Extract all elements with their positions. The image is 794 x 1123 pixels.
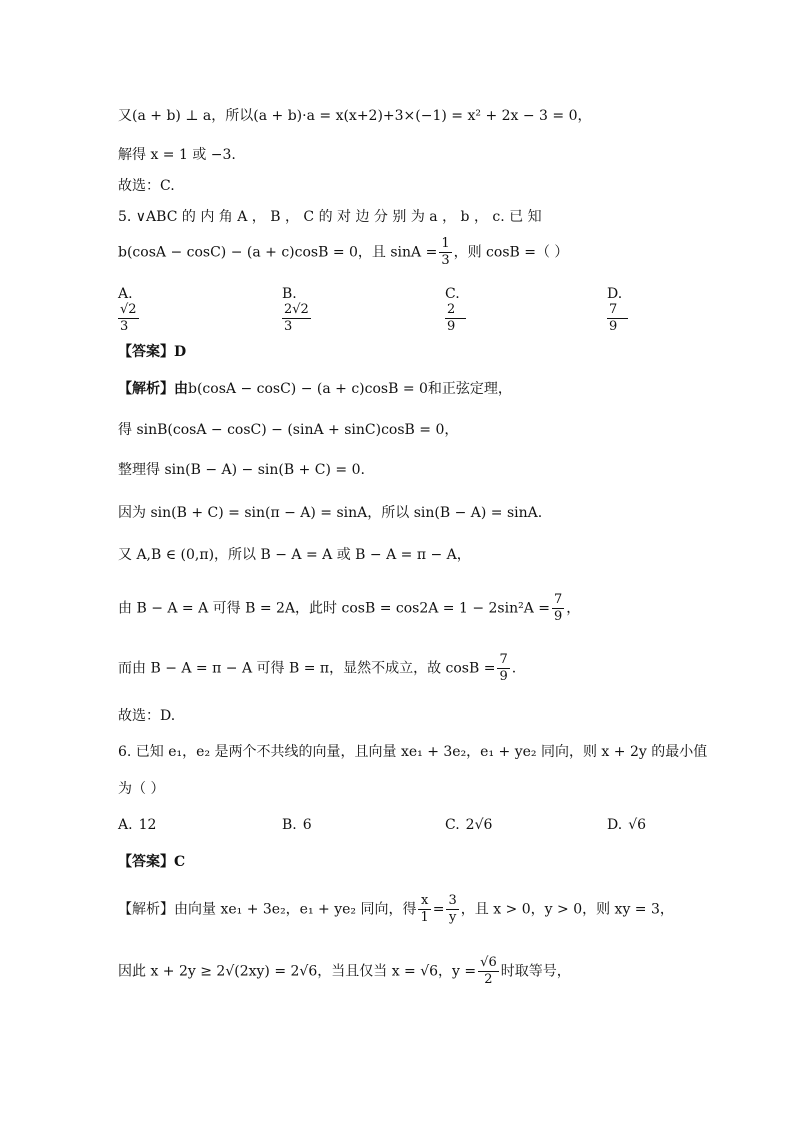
question-5-condition: b(cosA − cosC) − (a + c)cosB = 0，且 sinA = $\frac{1}{3}$ ，则 cosB =（ ） [118,236,569,268]
question-5-option-a: A. √2 3 [118,286,137,334]
solution-line-choice: 故选：C. [118,178,175,194]
solution-line-vector-perpendicular: 又(a + b) ⊥ a，所以(a + b)·a = x(x+2)+3×(−1) = x² + 2x − 3 = 0， [118,108,592,124]
question-5-option-b: B. 2√2 3 [282,286,309,334]
analysis-6-line-2: 因此 x + 2y ≥ 2√(2xy) = 2√6，当且仅当 x = √6，y = $\frac{√6}{2}$ 时取等号， [118,955,571,987]
analysis-5-line-1: 【解析】由b(cosA − cosC) − (a + c)cosB = 0和正弦定理， [118,381,512,397]
answer-5: 【答案】D [118,344,187,360]
question-6-option-d: D. √6 [607,817,647,833]
solution-line-roots: 解得 x = 1 或 −3. [118,147,236,163]
fraction-3-over-y: $\frac{3}{y}$ [448,893,457,925]
answer-6: 【答案】C [118,854,186,870]
question-6-stem-end: 为（ ） [118,781,165,797]
question-6-option-c: C. 2√6 [445,817,493,833]
analysis-5-line-7: 而由 B − A = π − A 可得 B = π，显然不成立，故 cosB = $\frac{7}{9}$ . [118,652,517,684]
question-6-stem: 6. 已知 e₁，e₂ 是两个不共线的向量，且向量 xe₁ + 3e₂，e₁ + ye₂ 同向，则 x + 2y 的最小值 [118,744,708,760]
analysis-5-line-6: 由 B − A = A 可得 B = 2A，此时 cosB = cos2A = 1 − 2sin²A = $\frac{7}{9}$ ， [118,592,581,624]
question-6-option-b: B. 6 [282,817,312,833]
analysis-5-line-4: 因为 sin(B + C) = sin(π − A) = sinA，所以 sin(B − A) = sinA. [118,505,543,521]
question-5-stem: 5. ∨ABC 的 内 角 A ， B ， C 的 对 边 分 别 为 a ， b ， c. 已 知 [118,209,542,225]
analysis-5-line-3: 整理得 sin(B − A) − sin(B + C) = 0. [118,462,365,478]
analysis-5-line-5: 又 A,B ∈ (0,π)，所以 B − A = A 或 B − A = π − A， [118,547,471,563]
fraction-sinA: $\frac{1}{3}$ [441,236,450,268]
fraction-x-over-1: $\frac{x}{1}$ [420,893,429,925]
question-5-option-d: D. 7 9 [607,286,628,335]
fraction-seven-ninths: $\frac{7}{9}$ [554,592,563,624]
analysis-5-choice: 故选：D. [118,708,176,724]
fraction-root6-over-2: $\frac{√6}{2}$ [480,955,497,987]
analysis-5-line-2: 得 sinB(cosA − cosC) − (sinA + sinC)cosB = 0， [118,422,459,438]
question-5-option-c: C. 2 9 [445,286,466,335]
fraction-seven-ninths-final: $\frac{7}{9}$ [499,652,508,684]
question-6-option-a: A. 12 [118,817,157,833]
analysis-6-line-1: 【解析】由向量 xe₁ + 3e₂，e₁ + ye₂ 同向，得 $\frac{x}{1}$ = $\frac{3}{y}$ ，且 x > 0，y > 0，则 xy = 3， [118,893,674,925]
